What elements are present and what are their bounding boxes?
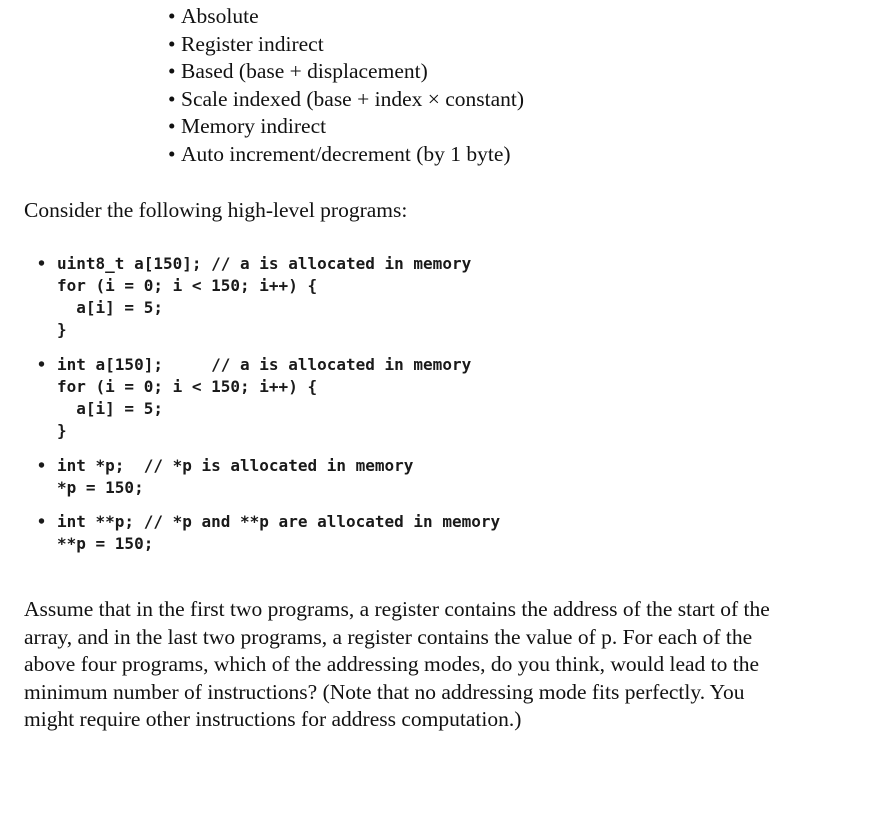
addressing-mode-label: Auto increment/decrement (by 1 byte) [181, 141, 511, 166]
code-line: int a[150]; // a is allocated in memory [57, 355, 472, 374]
code-line: *p = 150; [57, 478, 144, 497]
code-line: } [57, 421, 67, 440]
question-line: might require other instructions for address computation.) [24, 707, 522, 732]
program-1-code [38, 253, 471, 341]
code-line: } [57, 320, 67, 339]
addressing-mode-label: Memory indirect [181, 114, 327, 139]
question-line: above four programs, which of the addressing modes, do you think, would lead to the [24, 652, 760, 677]
program-4-code [38, 511, 500, 555]
bullet-icon: • [168, 59, 176, 84]
bullet-icon: • [38, 455, 46, 477]
question-line: Assume that in the first two programs, a register contains the address of the start of the [24, 597, 770, 621]
addressing-mode-label: Based (base + displacement) [181, 59, 428, 84]
addressing-mode-label: Absolute [181, 4, 259, 28]
question-paragraph [24, 596, 864, 734]
bullet-icon: • [38, 511, 46, 533]
code-line: int **p; // *p and **p are allocated in memory [57, 512, 501, 531]
addressing-mode-item [168, 113, 524, 141]
program-2-code [38, 354, 471, 442]
bullet-icon: • [168, 114, 176, 139]
bullet-icon: • [168, 141, 176, 166]
code-line: a[i] = 5; [57, 298, 163, 317]
bullet-icon: • [38, 253, 46, 275]
addressing-mode-item [168, 141, 524, 169]
addressing-mode-item [168, 58, 524, 86]
addressing-mode-item [168, 3, 524, 31]
code-line: int *p; // *p is allocated in memory [57, 456, 414, 475]
intro-paragraph: Consider the following high-level programs: [24, 198, 408, 222]
question-line: minimum number of instructions? (Note that no addressing mode fits perfectly. You [24, 679, 745, 704]
addressing-mode-label: Register indirect [181, 31, 324, 56]
bullet-icon: • [168, 31, 176, 56]
addressing-mode-item [168, 31, 524, 59]
code-line: **p = 150; [57, 534, 154, 553]
code-line: a[i] = 5; [57, 399, 163, 418]
addressing-mode-list [168, 3, 524, 169]
bullet-icon: • [38, 354, 46, 376]
addressing-mode-item [168, 86, 524, 114]
question-line: array, and in the last two programs, a register contains the value of p. For each of the [24, 624, 753, 649]
addressing-mode-label: Scale indexed (base + index × constant) [181, 86, 525, 111]
code-line: for (i = 0; i < 150; i++) { [57, 276, 318, 295]
bullet-icon: • [168, 86, 176, 111]
bullet-icon: • [168, 4, 176, 28]
program-3-code [38, 455, 413, 499]
code-line: for (i = 0; i < 150; i++) { [57, 377, 318, 396]
code-line: uint8_t a[150]; // a is allocated in memory [57, 254, 472, 273]
